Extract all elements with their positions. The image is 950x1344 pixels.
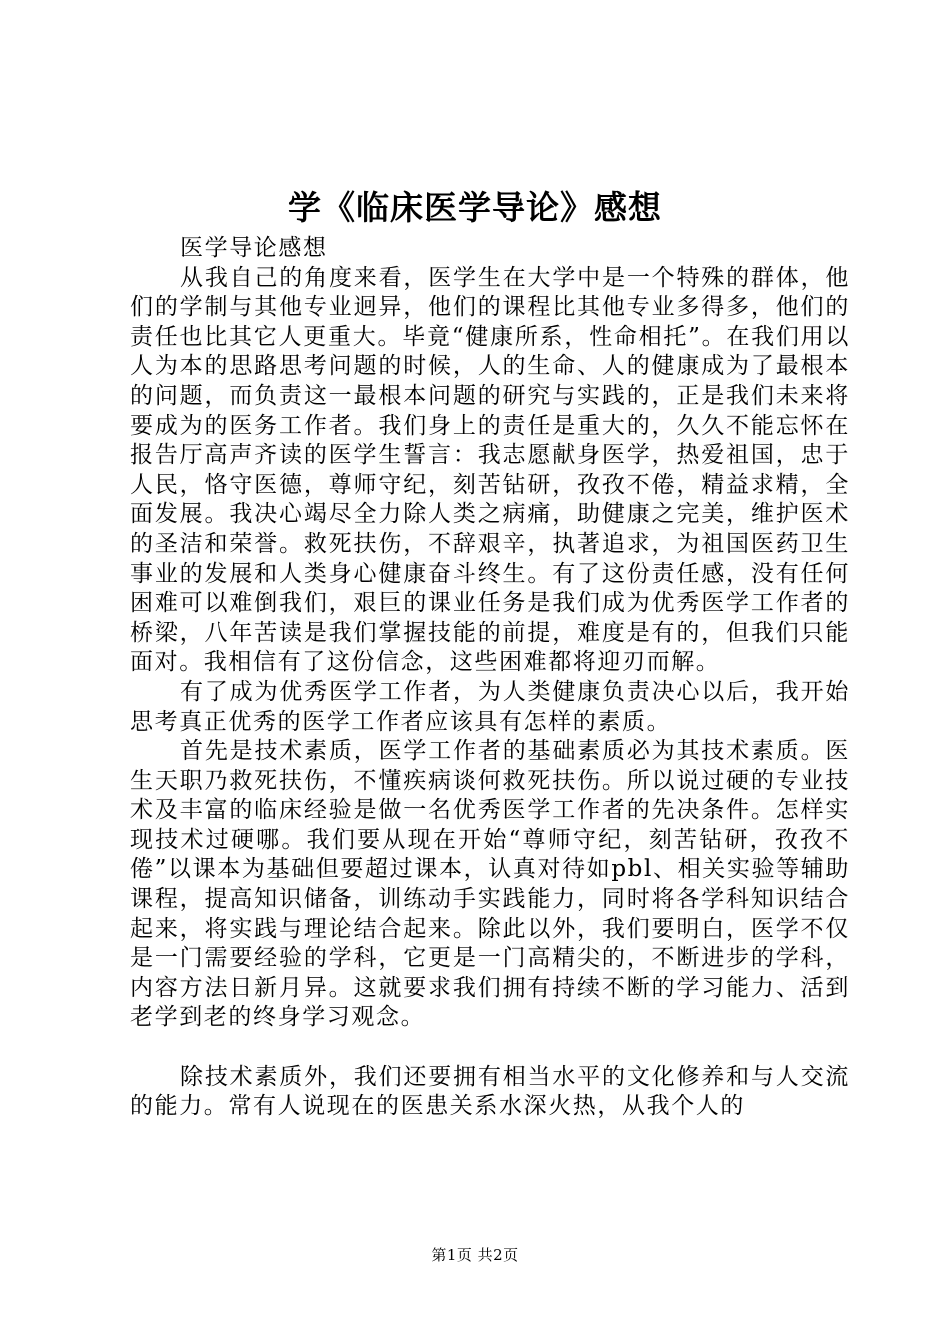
paragraph-technical-quality: 首先是技术素质，医学工作者的基础素质必为其技术素质。医生天职乃救死扶伤，不懂疾病谈何救死扶伤。所以说过硬的专业技术及丰富的临床经验是做一名优秀医学工作者的先决条件。怎样实现技术过硬哪。我们要从现在开始“尊师守纪，刻苦钻研，孜孜不倦”以课本为基础但要超过课本，认真对待如pbl、相关实验等辅助课程，提高知识储备，训练动手实践能力，同时将各学科知识结合起来，将实践与理论结合起来。除此以外，我们要明白，医学不仅是一门需要经验的学科，它更是一门高精尖的，不断进步的学科，内容方法日新月异。这就要求我们拥有持续不断的学习能力、活到老学到老的终身学习观念。 bbox=[130, 738, 850, 1031]
page-number-footer: 第1页 共2页 bbox=[431, 1246, 519, 1264]
document-body bbox=[130, 234, 850, 1122]
paragraph-qualities-intro: 有了成为优秀医学工作者，为人类健康负责决心以后，我开始思考真正优秀的医学工作者应该具有怎样的素质。 bbox=[130, 678, 850, 735]
paragraph-subtitle: 医学导论感想 bbox=[180, 235, 328, 261]
paragraph-cultural-quality: 除技术素质外，我们还要拥有相当水平的文化修养和与人交流的能力。常有人说现在的医患关系水深火热，从我个人的 bbox=[130, 1063, 850, 1120]
document-title: 学《临床医学导论》感想 bbox=[288, 188, 662, 227]
paragraph-responsibility: 从我自己的角度来看，医学生在大学中是一个特殊的群体，他们的学制与其他专业迥异，他们的课程比其他专业多得多，他们的责任也比其它人更重大。毕竟“健康所系，性命相托”。在我们用以人为本的思路思考问题的时候，人的生命、人的健康成为了最根本的问题，而负责这一最根本问题的研究与实践的，正是我们未来将要成为的医务工作者。我们身上的责任是重大的，久久不能忘怀在报告厅高声齐读的医学生誓言：我志愿献身医学，热爱祖国，忠于人民，恪守医德，尊师守纪，刻苦钻研，孜孜不倦，精益求精，全面发展。我决心竭尽全力除人类之病痛，助健康之完美，维护医术的圣洁和荣誉。救死扶伤，不辞艰辛，执著追求，为祖国医药卫生事业的发展和人类身心健康奋斗终生。有了这份责任感，没有任何困难可以难倒我们，艰巨的课业任务是我们成为优秀医学工作者的桥梁，八年苦读是我们掌握技能的前提，难度是有的，但我们只能面对。我相信有了这份信念，这些困难都将迎刃而解。 bbox=[130, 264, 850, 676]
